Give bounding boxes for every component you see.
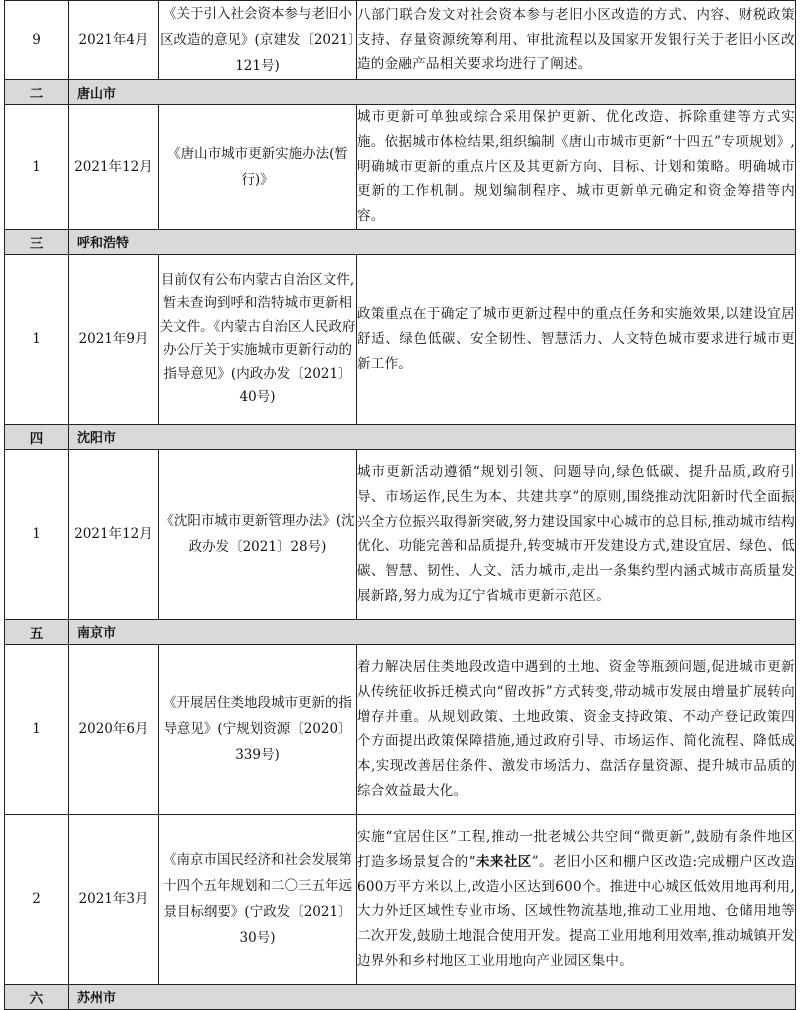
table-row: [5, 449, 796, 619]
section-number: 五: [5, 619, 69, 644]
summary-text-part: ”。老旧小区和棚户区改造:完成棚户区改造600万平方米以上,改造小区达到600个。推进中心城区低效用地再利用,大力外迁区域性专业市场、区域性物流基地,推动工业用地、仓储用地等二次开发,鼓励土地混合使用开发。提高工业用地利用效率,推动城镇开发边界外和乡村地区工业用地向产业园区集中。: [357, 853, 796, 970]
table-row: [5, 644, 796, 814]
policy-document: 《关于引入社会资本参与老旧小区改造的意见》(京建发〔2021〕121号): [159, 1, 357, 80]
policy-summary: 城市更新可单独或综合采用保护更新、优化改造、拆除重建等方式实施。依据城市体检结果,组织编制《唐山市城市更新“十四五”专项规划》,明确城市更新的重点片区及其更新方向、目标、计划和策略。明确城市更新的工作机制。规划编制程序、城市更新单元确定和资金筹措等内容。: [357, 105, 796, 230]
table-row: [5, 105, 796, 230]
section-header: [5, 619, 796, 644]
policy-summary: 八部门联合发文对社会资本参与老旧小区改造的方式、内容、财税政策支持、存量资源统筹利用、审批流程以及国家开发银行关于老旧小区改造的金融产品相关要求均进行了阐述。: [357, 1, 796, 80]
row-number: 1: [5, 644, 69, 814]
future-community-highlight: 未来社区: [475, 853, 532, 870]
policy-document: 《沈阳市城市更新管理办法》(沈政办发〔2021〕28号): [159, 449, 357, 619]
table-row: [5, 1, 796, 80]
issue-date: 2020年6月: [69, 644, 159, 814]
row-number: 1: [5, 449, 69, 619]
section-number: 四: [5, 424, 69, 449]
issue-date: 2021年12月: [69, 449, 159, 619]
section-header: [5, 984, 796, 1009]
issue-date: 2021年4月: [69, 1, 159, 80]
policy-table: [4, 0, 796, 1010]
policy-summary: [357, 814, 796, 984]
section-number: 六: [5, 984, 69, 1009]
policy-document: 《南京市国民经济和社会发展第十四个五年规划和二〇三五年远景目标纲要》(宁政发〔2021〕30号): [159, 814, 357, 984]
section-city: 南京市: [69, 619, 796, 644]
policy-summary: 城市更新活动遵循“规划引领、问题导向,绿色低碳、提升品质,政府引导、市场运作,民生为本、共建共享”的原则,围绕推动沈阳新时代全面振兴全方位振兴取得新突破,努力建设国家中心城市的总目标,推动城市结构优化、功能完善和品质提升,转变城市开发建设方式,建设宜居、绿色、低碳、智慧、韧性、人文、活力城市,走出一条集约型内涵式城市高质量发展新路,努力成为辽宁省城市更新示范区。: [357, 449, 796, 619]
issue-date: 2021年9月: [69, 254, 159, 424]
table-row: [5, 254, 796, 424]
section-city: 呼和浩特: [69, 229, 796, 254]
section-city: 沈阳市: [69, 424, 796, 449]
section-header: [5, 229, 796, 254]
row-number: 2: [5, 814, 69, 984]
section-header: [5, 80, 796, 105]
policy-document: 目前仅有公布内蒙古自治区文件,暂未查询到呼和浩特城市更新相关文件。《内蒙古自治区人民政府办公厅关于实施城市更新行动的指导意见》(内政办发〔2021〕40号): [159, 254, 357, 424]
policy-document: 《开展居住类地段城市更新的指导意见》(宁规划资源〔2020〕339号): [159, 644, 357, 814]
section-number: 二: [5, 80, 69, 105]
summary-text-part: 实施“宜居住区”工程,推动一批老城公共空间“微更新”,鼓励有条件地区打造多场景复合的“: [357, 829, 795, 870]
row-number: 9: [5, 1, 69, 80]
policy-summary: 着力解决居住类地段改造中遇到的土地、资金等瓶颈问题,促进城市更新从传统征收拆迁模式向“留改拆”方式转变,带动城市发展由增量扩展转向增存并重。从规划政策、土地政策、资金支持政策、不动产登记政策四个方面提出政策保障措施,通过政府引导、市场运作、简化流程、降低成本,实现改善居住条件、激发市场活力、盘活存量资源、提升城市品质的综合效益最大化。: [357, 644, 796, 814]
row-number: 1: [5, 254, 69, 424]
policy-summary: 政策重点在于确定了城市更新过程中的重点任务和实施效果,以建设宜居舒适、绿色低碳、安全韧性、智慧活力、人文特色城市要求进行城市更新工作。: [357, 254, 796, 424]
issue-date: 2021年3月: [69, 814, 159, 984]
section-number: 三: [5, 229, 69, 254]
section-city: 苏州市: [69, 984, 796, 1009]
table-row: [5, 814, 796, 984]
policy-document: 《唐山市城市更新实施办法(暂行)》: [159, 105, 357, 230]
section-city: 唐山市: [69, 80, 796, 105]
issue-date: 2021年12月: [69, 105, 159, 230]
row-number: 1: [5, 105, 69, 230]
section-header: [5, 424, 796, 449]
